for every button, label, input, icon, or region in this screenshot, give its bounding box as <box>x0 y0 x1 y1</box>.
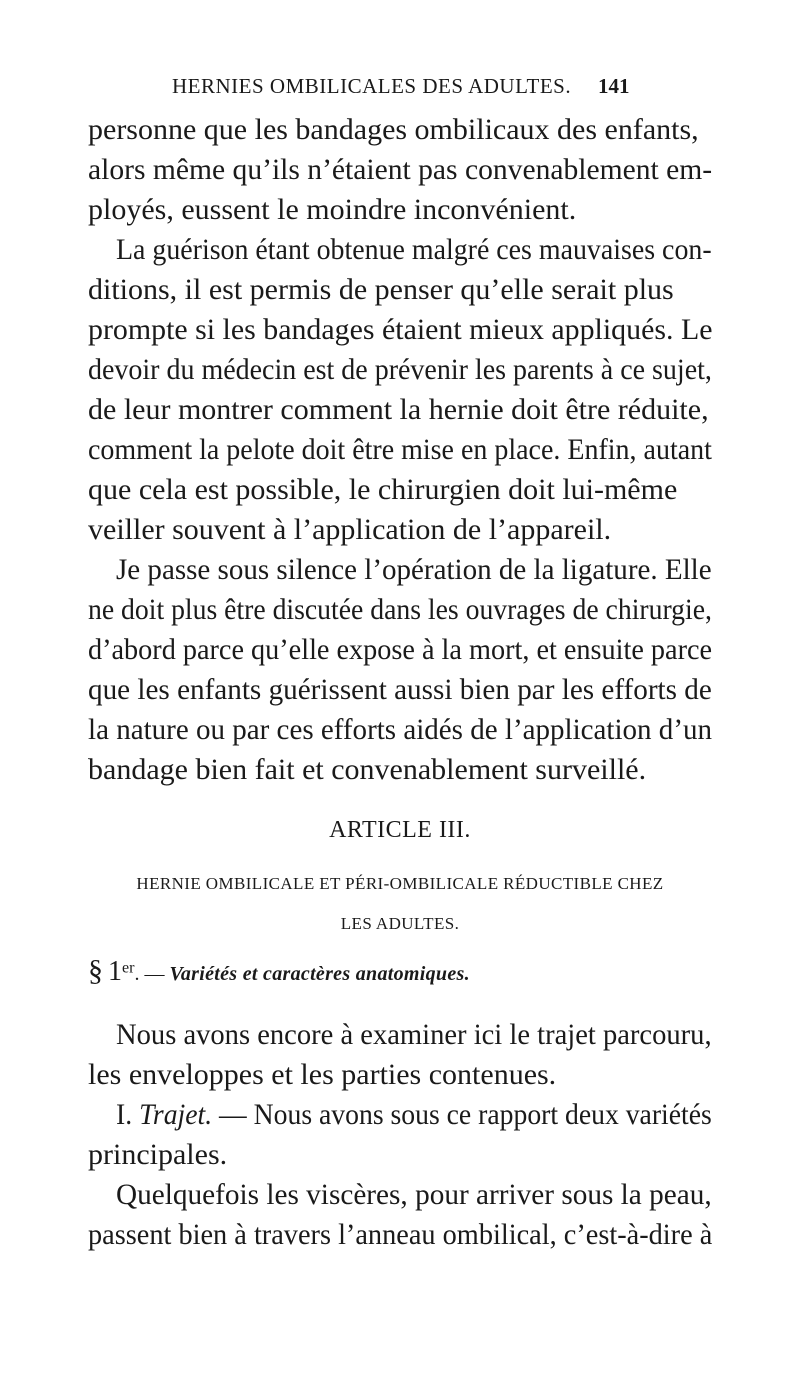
section-heading <box>88 954 470 988</box>
numeral-marker: I. <box>116 1098 133 1131</box>
text-line: les enveloppes et les parties contenues. <box>88 1058 557 1091</box>
page-number: 141 <box>598 74 630 98</box>
text-line: la nature ou par ces efforts aidés de l’application d’un <box>88 713 713 746</box>
running-title: HERNIES OMBILICALES DES ADULTES. <box>172 74 572 98</box>
text-line: La guérison étant obtenue malgré ces mauvaises con- <box>116 233 712 266</box>
text-line: veiller souvent à l’application de l’appareil. <box>88 513 612 546</box>
section-title: Variétés et caractères anatomiques. <box>169 963 470 985</box>
article-subheading-line2: LES ADULTES. <box>340 914 460 933</box>
text-line: alors même qu’ils n’étaient pas convenablement em- <box>88 153 713 186</box>
article-heading: ARTICLE III. <box>329 817 471 843</box>
text-line: bandage bien fait et convenablement surveillé. <box>88 753 647 786</box>
text-line: devoir du médecin est de prévenir les parents à ce sujet, <box>88 353 712 386</box>
text-line: que cela est possible, le chirurgien doit lui-même <box>88 473 678 506</box>
section-sign: § <box>88 954 103 987</box>
text-line: comment la pelote doit être mise en place. Enfin, autant <box>88 433 712 466</box>
section-dash: . — <box>134 963 165 985</box>
text-line: principales. <box>88 1138 228 1171</box>
text-line: Quelquefois les viscères, pour arriver sous la peau, <box>116 1178 712 1211</box>
text-line: ditions, il est permis de penser qu’elle serait plus <box>88 273 674 306</box>
article-subheading-line1: HERNIE OMBILICALE ET PÉRI-OMBILICALE RÉDUCTIBLE CHEZ <box>136 874 664 893</box>
text-line: d’abord parce qu’elle expose à la mort, et ensuite parce <box>88 633 713 666</box>
text-line <box>116 1097 712 1133</box>
subsection-title: Trajet. <box>139 1098 213 1131</box>
text-span: — Nous avons sous ce rapport deux variétés <box>219 1098 712 1131</box>
section-superscript: er <box>122 959 135 977</box>
text-line: de leur montrer comment la hernie doit être réduite, <box>88 393 709 426</box>
text-line: ployés, eussent le moindre inconvénient. <box>88 193 577 226</box>
text-line: prompte si les bandages étaient mieux appliqués. Le <box>88 313 713 346</box>
text-line: que les enfants guérissent aussi bien par les efforts de <box>88 673 712 706</box>
section-number: 1 <box>108 956 122 987</box>
text-line: Je passe sous silence l’opération de la ligature. Elle <box>116 553 712 586</box>
text-line: personne que les bandages ombilicaux des enfants, <box>88 113 699 146</box>
text-line: Nous avons encore à examiner ici le trajet parcouru, <box>116 1018 712 1051</box>
text-line: ne doit plus être discutée dans les ouvrages de chirurgie, <box>88 593 712 626</box>
text-line: passent bien à travers l’anneau ombilical, c’est-à-dire à <box>88 1218 713 1251</box>
